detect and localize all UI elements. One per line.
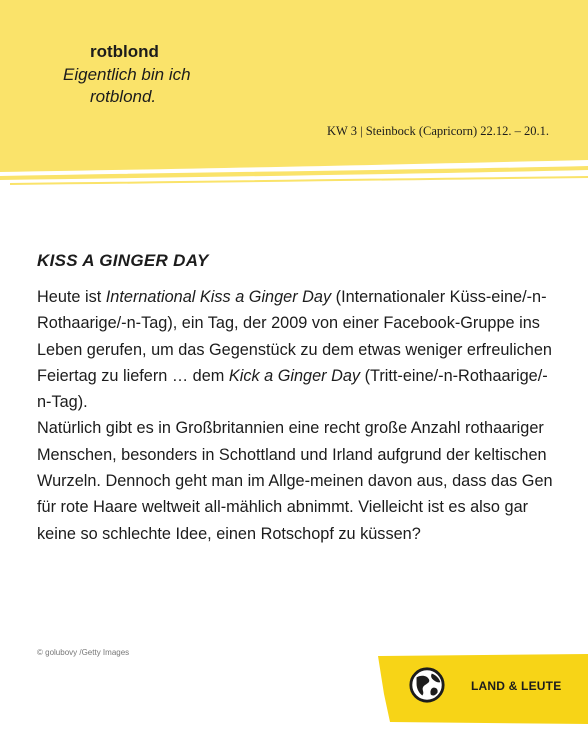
brush-stroke-divider [0,150,588,195]
paragraph: Natürlich gibt es in Großbritannien eine recht große Anzahl rothaariger Menschen, besonders in Schottland und Irland aufgrund der keltischen Wurzeln. Dennoch geht man im Allge-meinen davon aus, dass das Gen für rote Haare weltweit all-mählich abnimmt. Vielleicht ist es also gar keine so schlechte Idee, einen Rotschopf zu küssen? [37,419,553,543]
category-label: LAND & LEUTE [471,679,562,693]
paragraph: Heute ist International Kiss a Ginger Day (Internationaler Küss-eine/-n-Rothaarige/-n-Tag), ein Tag, der 2009 von einer Facebook-Gruppe ins Leben gerufen, um das Gegenstück zu dem etwas weniger erfreulichen Feiertag zu liefern … dem Kick a Ginger Day (Tritt-eine/-n-Rothaarige/-n-Tag). [37,288,552,412]
tagline-line: rotblond. [90,87,157,106]
photo-credit: © golubovy /Getty Images [37,648,130,657]
word-tagline [63,64,191,108]
tagline-line: Eigentlich bin ich [63,65,191,84]
globe-icon [408,666,446,704]
calendar-week-info: KW 3 | Steinbock (Capricorn) 22.12. – 20.1. [326,124,549,138]
word-of-the-day: rotblond [90,42,159,61]
article-body [37,284,562,547]
article-heading: KISS A GINGER DAY [37,251,209,270]
